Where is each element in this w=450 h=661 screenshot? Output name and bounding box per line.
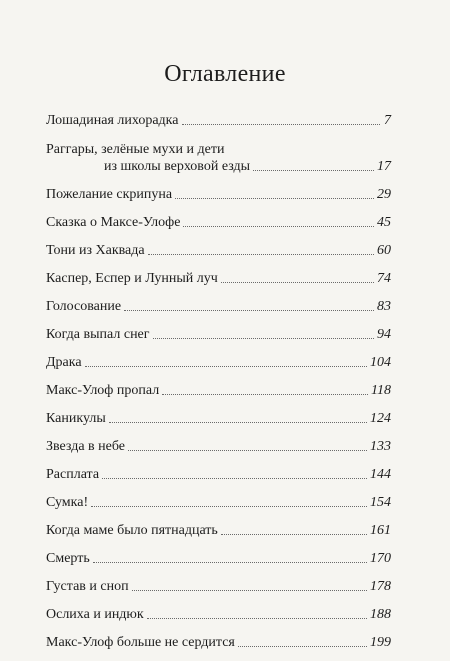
dot-leader bbox=[162, 393, 368, 395]
toc-entry-page: 60 bbox=[377, 243, 391, 258]
toc-entry bbox=[46, 410, 391, 427]
dot-leader bbox=[109, 421, 367, 423]
toc-entry-page: 94 bbox=[377, 327, 391, 342]
toc-entry bbox=[46, 214, 391, 231]
toc-entry-page: 45 bbox=[377, 215, 391, 230]
toc-entry-title: Смерть bbox=[46, 551, 90, 566]
dot-leader bbox=[221, 533, 367, 535]
toc-entry-title: Голосование bbox=[46, 299, 122, 314]
toc-entry-title: Лошадиная лихорадка bbox=[46, 113, 179, 128]
page-title: Оглавление bbox=[164, 61, 286, 87]
toc-entry-page: 144 bbox=[370, 467, 391, 482]
dot-leader bbox=[253, 169, 374, 171]
dot-leader bbox=[147, 617, 367, 619]
dot-leader bbox=[128, 449, 367, 451]
dot-leader bbox=[85, 365, 367, 367]
dot-leader bbox=[148, 253, 374, 255]
toc-entry-title: Звезда в небе bbox=[46, 439, 126, 454]
toc-entry-title: Густав и сноп bbox=[46, 579, 129, 594]
toc-entry bbox=[46, 494, 391, 511]
toc-entry-title: Тони из Хаквада bbox=[46, 243, 145, 258]
toc-entry-page: 199 bbox=[370, 635, 391, 650]
toc-entry-page: 178 bbox=[370, 579, 391, 594]
toc-entry-title: Когда выпал снег bbox=[46, 327, 150, 342]
table-of-contents bbox=[46, 112, 391, 651]
dot-leader bbox=[182, 123, 381, 125]
toc-entry-title: Расплата bbox=[46, 467, 100, 482]
toc-entry bbox=[46, 466, 391, 483]
toc-entry bbox=[46, 186, 391, 203]
toc-entry bbox=[46, 242, 391, 259]
toc-entry-page: 118 bbox=[371, 383, 391, 398]
toc-entry bbox=[46, 270, 391, 287]
toc-entry-page: 188 bbox=[370, 607, 391, 622]
toc-entry bbox=[46, 634, 391, 651]
toc-entry-page: 104 bbox=[370, 355, 391, 370]
toc-entry-title-line1: Раггары, зелёные мухи и дети bbox=[46, 142, 225, 157]
toc-entry bbox=[46, 382, 391, 399]
toc-entry bbox=[46, 438, 391, 455]
dot-leader bbox=[124, 309, 374, 311]
toc-entry-title: Сказка о Максе-Улофе bbox=[46, 215, 181, 230]
toc-entry bbox=[46, 606, 391, 623]
toc-entry-title: Макс-Улоф больше не сердится bbox=[46, 635, 235, 650]
toc-entry bbox=[46, 354, 391, 371]
dot-leader bbox=[183, 225, 374, 227]
toc-entry-page: 17 bbox=[377, 159, 391, 174]
toc-entry-title: Пожелание скрипуна bbox=[46, 187, 173, 202]
dot-leader bbox=[93, 561, 367, 563]
toc-entry-page: 133 bbox=[370, 439, 391, 454]
dot-leader bbox=[102, 477, 367, 479]
dot-leader bbox=[221, 281, 374, 283]
toc-entry-title: Сумка! bbox=[46, 495, 89, 510]
toc-entry bbox=[46, 578, 391, 595]
toc-entry-page: 154 bbox=[370, 495, 391, 510]
toc-entry bbox=[46, 141, 391, 175]
toc-entry bbox=[46, 522, 391, 539]
dot-leader bbox=[91, 505, 367, 507]
toc-entry-page: 161 bbox=[370, 523, 391, 538]
toc-entry-title: Каспер, Еспер и Лунный луч bbox=[46, 271, 218, 286]
toc-entry bbox=[46, 298, 391, 315]
toc-entry bbox=[46, 326, 391, 343]
dot-leader bbox=[238, 645, 367, 647]
dot-leader bbox=[153, 337, 374, 339]
toc-entry bbox=[46, 550, 391, 567]
toc-entry-page: 74 bbox=[377, 271, 391, 286]
toc-entry-page: 124 bbox=[370, 411, 391, 426]
toc-entry-title-line2: из школы верховой езды bbox=[104, 159, 251, 174]
toc-entry-title: Каникулы bbox=[46, 411, 106, 426]
dot-leader bbox=[175, 197, 374, 199]
toc-entry-title: Когда маме было пятнадцать bbox=[46, 523, 218, 538]
toc-entry-title: Драка bbox=[46, 355, 82, 370]
toc-entry-page: 29 bbox=[377, 187, 391, 202]
toc-entry-page: 170 bbox=[370, 551, 391, 566]
toc-entry-title: Ослиха и индюк bbox=[46, 607, 144, 622]
toc-entry-page: 7 bbox=[384, 113, 391, 128]
toc-entry-page: 83 bbox=[377, 299, 391, 314]
toc-entry bbox=[46, 112, 391, 129]
toc-entry-title: Макс-Улоф пропал bbox=[46, 383, 160, 398]
dot-leader bbox=[132, 589, 367, 591]
